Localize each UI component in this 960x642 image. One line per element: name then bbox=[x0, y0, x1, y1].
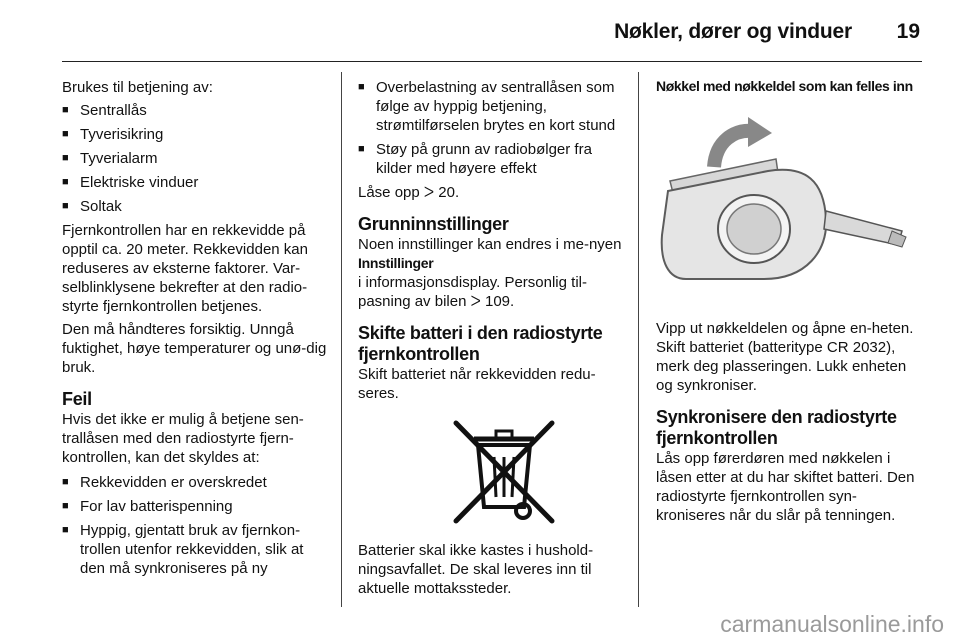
list-item: ■ For lav batterispenning bbox=[62, 497, 327, 516]
battery-heading: Skifte batteri i den radiostyrte fjernkontrollen bbox=[358, 323, 603, 364]
list-item: ■ Overbelastning av sentrallåsen som følge av hyppig betjening, strømtilførselen brytes en kort stund bbox=[358, 78, 626, 135]
chevron-right-outline-icon: ᐳ bbox=[423, 184, 435, 200]
column-1 bbox=[62, 78, 327, 583]
key-heading: Nøkkel med nøkkeldel som kan felles inn bbox=[656, 78, 913, 94]
battery-paragraph: Skift batteriet når rekkevidden redu-seres. bbox=[358, 366, 596, 402]
folding-key-battery-icon bbox=[656, 111, 918, 311]
menu-name: Innstillinger bbox=[358, 255, 434, 271]
list-item: ■ Tyverisikring bbox=[62, 125, 327, 144]
basic-settings-heading: Grunninnstillinger bbox=[358, 214, 509, 234]
more-causes-list bbox=[358, 78, 626, 178]
range-paragraph: Fjernkontrollen har en rekkevidde på opptil ca. 20 meter. Rekkevidden kan reduseres av eksterne faktorer. Var-selblinklysene bekrefter at den radio-styrte fjernkontrollen betjenes. bbox=[62, 222, 308, 315]
header-rule bbox=[62, 61, 922, 62]
column-2 bbox=[358, 78, 626, 602]
uses-list bbox=[62, 101, 327, 216]
uses-intro: Brukes til betjening av: bbox=[62, 79, 213, 96]
column-divider bbox=[341, 72, 342, 607]
list-item: ■ Soltak bbox=[62, 197, 327, 216]
page-link[interactable]: 109. bbox=[484, 293, 515, 310]
list-item: ■ Støy på grunn av radiobølger fra kilder med høyere effekt bbox=[358, 140, 626, 178]
disposal-paragraph: Batterier skal ikke kastes i hushold-ningsavfallet. De skal leveres inn til aktuelle mottakssteder. bbox=[358, 542, 594, 597]
page-link[interactable]: 20. bbox=[438, 184, 460, 201]
fault-paragraph: Hvis det ikke er mulig å betjene sen-trallåsen med den radiostyrte fjern-kontrollen, kan det skyldes at: bbox=[62, 411, 304, 466]
basic-settings-paragraph: Noen innstillinger kan endres i me-nyen Innstillinger i informasjonsdisplay. Personlig til-pasning av bilen ᐳ 109. bbox=[358, 236, 622, 310]
chevron-right-outline-icon: ᐳ bbox=[470, 293, 481, 309]
sync-paragraph: Lås opp førerdøren med nøkkelen i låsen etter at du har skiftet batteri. Den radiostyrte fjernkontrollen syn-kroniseres når du slår på tenningen. bbox=[656, 450, 915, 524]
page-number: 19 bbox=[896, 20, 920, 43]
fault-causes-list bbox=[62, 473, 327, 578]
list-item: ■ Tyverialarm bbox=[62, 149, 327, 168]
list-item: ■ Sentrallås bbox=[62, 101, 327, 120]
care-paragraph: Den må håndteres forsiktig. Unngå fuktighet, høye temperaturer og unø-dig bruk. bbox=[62, 321, 327, 376]
list-item: ■ Hyppig, gjentatt bruk av fjernkon-trollen utenfor rekkevidden, slik at den må synkroniseres på ny bbox=[62, 521, 327, 578]
crossed-out-wheelie-bin-icon bbox=[444, 417, 564, 527]
sync-heading: Synkronisere den radiostyrte fjernkontrollen bbox=[656, 407, 897, 448]
fault-heading: Feil bbox=[62, 389, 92, 409]
watermark: carmanualsonline.info bbox=[720, 611, 944, 637]
column-3 bbox=[656, 78, 924, 529]
unlock-reference: Låse opp ᐳ 20. bbox=[358, 184, 460, 201]
list-item: ■ Rekkevidden er overskredet bbox=[62, 473, 327, 492]
page-header-title: Nøkler, dører og vinduer bbox=[614, 20, 852, 43]
column-divider bbox=[638, 72, 639, 607]
key-paragraph: Vipp ut nøkkeldelen og åpne en-heten. Skift batteriet (batteritype CR 2032), merk deg plasseringen. Lukk enheten og synkroniser. bbox=[656, 320, 914, 394]
list-item: ■ Elektriske vinduer bbox=[62, 173, 327, 192]
